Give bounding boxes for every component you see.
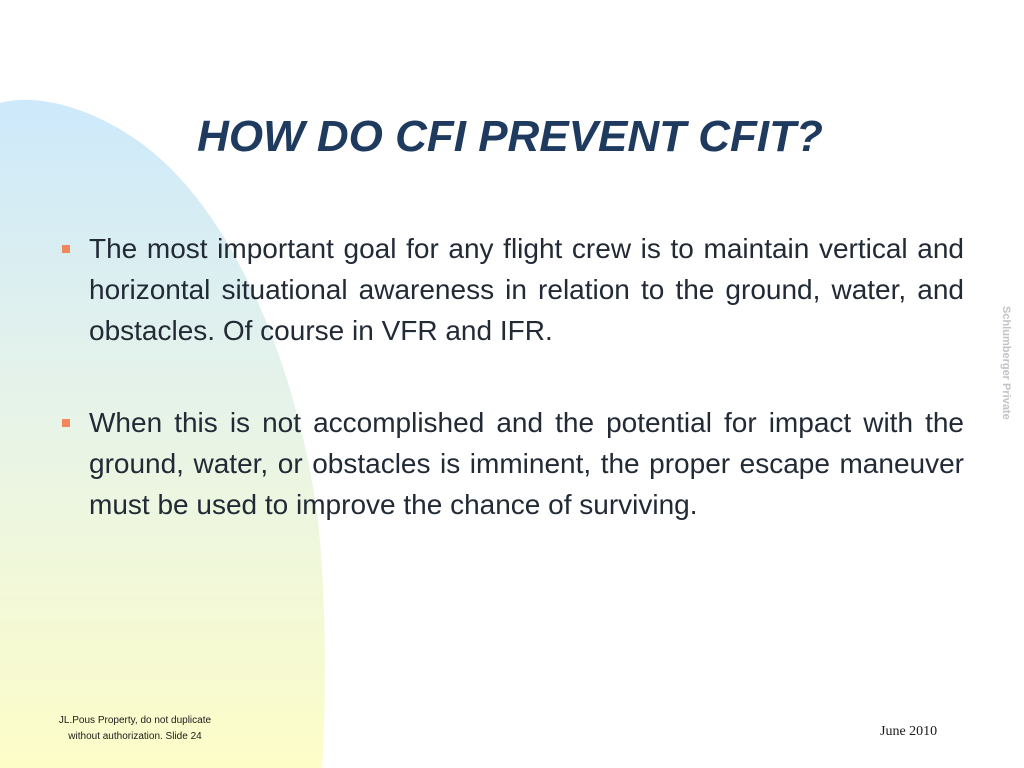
bullet-item [58,402,964,525]
square-bullet-icon [62,245,70,253]
bullet-item [58,228,964,351]
footer-date: June 2010 [880,724,938,739]
slide-title: HOW DO CFI PREVENT CFIT? [197,112,823,161]
bullet-text: When this is not accomplished and the potential for impact with the ground, water, or obstacles is imminent, the proper escape maneuver must be used to improve the chance of surviving. [89,407,964,520]
bullet-text: The most important goal for any flight crew is to maintain vertical and horizontal situational awareness in relation to the ground, water, and obstacles. Of course in VFR and IFR. [89,233,964,346]
square-bullet-icon [62,419,70,427]
classification-label: Schlumberger Private [1000,306,1012,420]
footer-copyright-line: JL.Pous Property, do not duplicate [58,715,212,726]
bullet-list [58,228,964,525]
footer-copyright [30,713,240,745]
footer-slide-number-line: without authorization. Slide 24 [68,731,202,742]
